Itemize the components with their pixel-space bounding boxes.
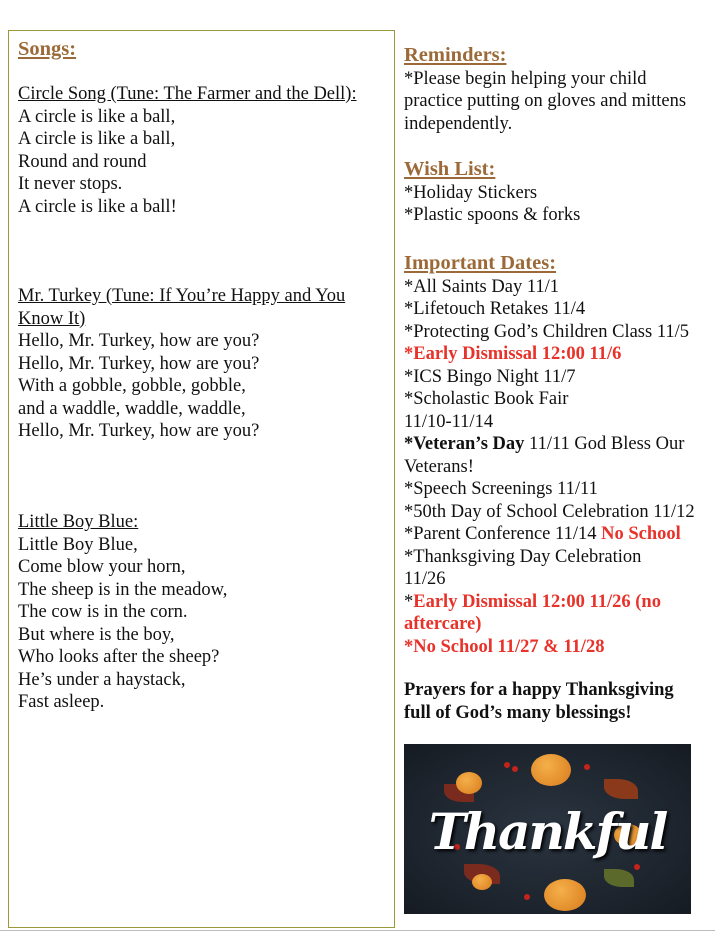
date-item: [404, 433, 695, 456]
date-item: *ICS Bingo Night 11/7: [404, 366, 576, 387]
lyric-line: A circle is like a ball!: [18, 196, 177, 217]
date-text: *Parent Conference 11/14: [404, 524, 602, 544]
dates-heading: Important Dates:: [404, 252, 557, 274]
date-item: 11/26: [404, 569, 446, 589]
thankful-image: [404, 744, 691, 914]
prayer-line: full of God’s many blessings!: [404, 702, 632, 723]
date-item: *Thanksgiving Day Celebration: [404, 546, 642, 567]
boy-blue-song: [18, 511, 227, 714]
lyric-line: Come blow your horn,: [18, 557, 186, 577]
lyric-line: It never stops.: [18, 174, 123, 194]
lyric-line: But where is the boy,: [18, 624, 175, 645]
lyric-line: A circle is like a ball,: [18, 106, 176, 127]
boy-blue-title: Little Boy Blue:: [18, 512, 139, 532]
date-item: *Lifetouch Retakes 11/4: [404, 299, 586, 319]
lyric-line: Little Boy Blue,: [18, 534, 138, 555]
circle-song-title: Circle Song (Tune: The Farmer and the Dell):: [18, 84, 357, 104]
wishlist-heading: Wish List:: [404, 158, 496, 180]
date-item: *50th Day of School Celebration 11/12: [404, 501, 695, 522]
lyric-line: and a waddle, waddle, waddle,: [18, 398, 246, 419]
prayer-message: [404, 679, 674, 724]
lyric-line: Hello, Mr. Turkey, how are you?: [18, 353, 260, 374]
date-item: 11/10-11/14: [404, 411, 494, 432]
lyric-line: Who looks after the sheep?: [18, 647, 220, 667]
wishlist-item: *Plastic spoons & forks: [404, 205, 581, 225]
lyric-line: Fast asleep.: [18, 692, 105, 712]
turkey-song-title-2: Know It): [18, 308, 86, 329]
reminder-line: practice putting on gloves and mittens: [404, 91, 687, 111]
lyric-line: With a gobble, gobble, gobble,: [18, 376, 246, 396]
date-label: *Veteran’s Day: [404, 434, 525, 454]
songs-heading: Songs:: [18, 38, 77, 60]
date-item-alert: *Early Dismissal 12:00 11/6: [404, 344, 622, 364]
lyric-line: He’s under a haystack,: [18, 669, 186, 690]
lyric-line: The sheep is in the meadow,: [18, 579, 228, 600]
wishlist-section: [404, 158, 580, 227]
date-item: *Scholastic Book Fair: [404, 389, 569, 409]
thankful-text: Thankful: [428, 802, 667, 861]
lyric-line: Hello, Mr. Turkey, how are you?: [18, 421, 260, 441]
date-item-alert: aftercare): [404, 614, 482, 634]
lyric-line: Round and round: [18, 151, 147, 172]
wishlist-item: *Holiday Stickers: [404, 182, 538, 203]
date-text: *: [404, 591, 414, 612]
circle-song: [18, 83, 357, 218]
reminder-line: *Please begin helping your child: [404, 68, 647, 89]
reminder-line: independently.: [404, 113, 513, 134]
reminders-section: [404, 44, 686, 135]
date-alert: Early Dismissal 12:00 11/26 (no: [413, 591, 661, 612]
date-item: [404, 523, 695, 546]
lyric-line: A circle is like a ball,: [18, 129, 176, 149]
date-item: [404, 591, 695, 614]
date-item: *Protecting God’s Children Class 11/5: [404, 321, 690, 342]
date-alert: No School: [601, 524, 681, 544]
lyric-line: Hello, Mr. Turkey, how are you?: [18, 331, 260, 351]
date-item: Veterans!: [404, 456, 474, 477]
date-text: 11/11 God Bless Our: [524, 434, 685, 454]
date-item: *Speech Screenings 11/11: [404, 479, 598, 499]
date-item-alert: *No School 11/27 & 11/28: [404, 636, 605, 657]
page-divider: [0, 930, 715, 931]
reminders-heading: Reminders:: [404, 44, 507, 66]
date-item: *All Saints Day 11/1: [404, 276, 560, 297]
turkey-song: [18, 285, 345, 443]
lyric-line: The cow is in the corn.: [18, 602, 188, 622]
turkey-song-title: Mr. Turkey (Tune: If You’re Happy and You: [18, 286, 346, 306]
dates-section: [404, 252, 695, 658]
prayer-line: Prayers for a happy Thanksgiving: [404, 680, 674, 700]
